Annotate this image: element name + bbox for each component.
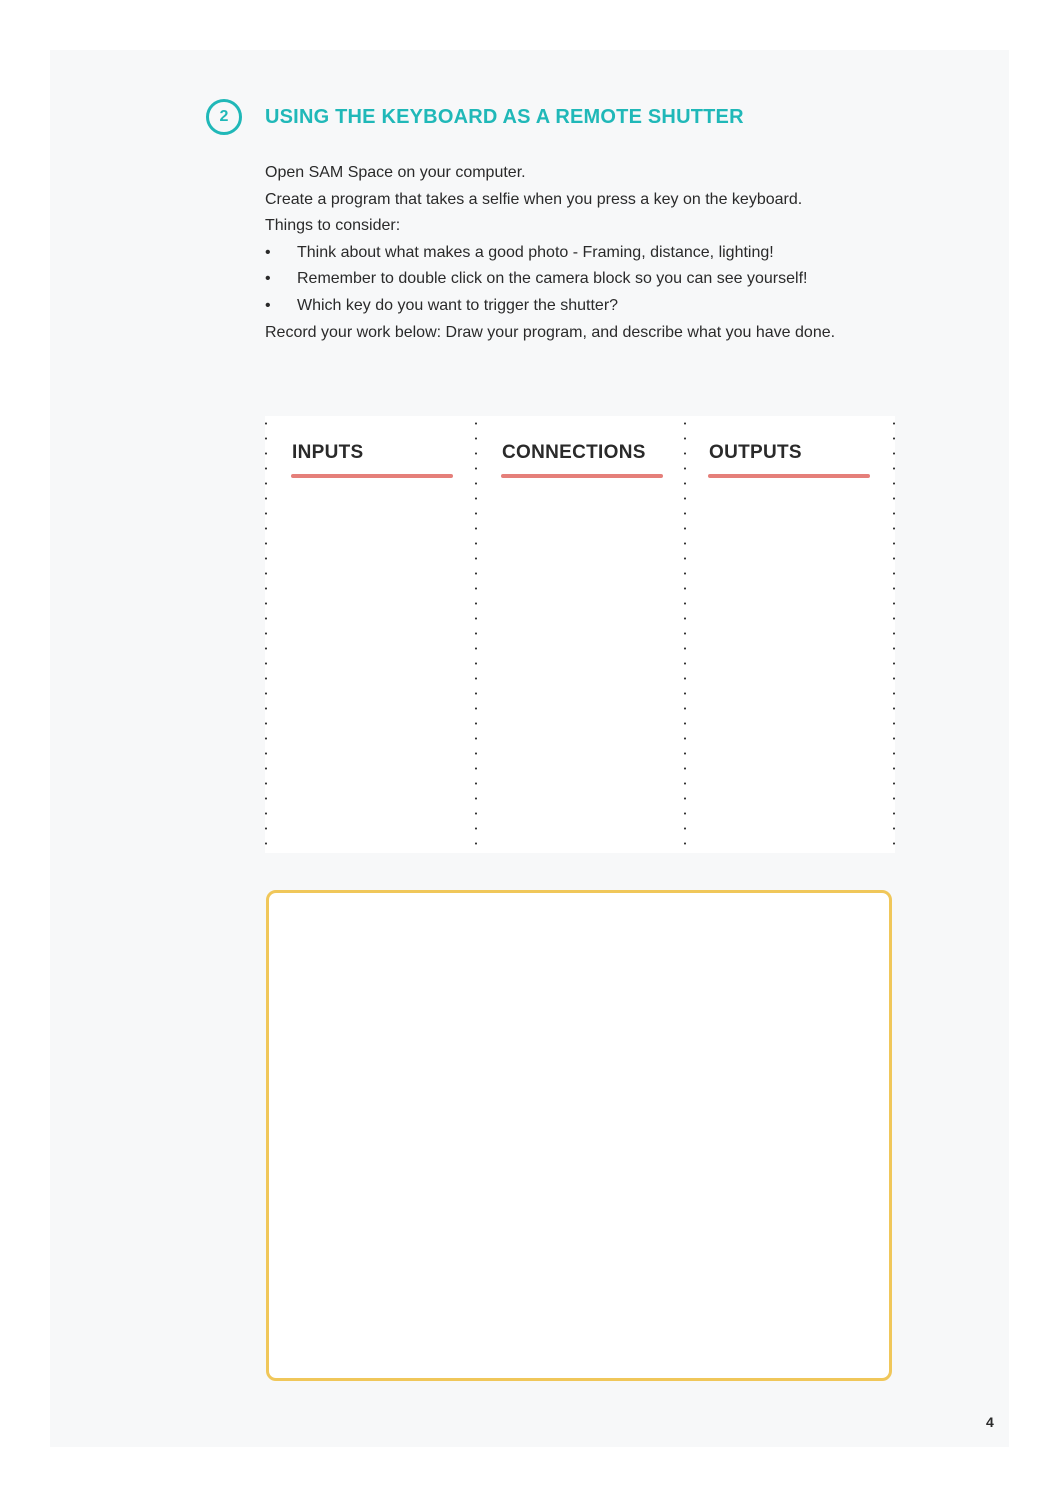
instruction-line-open: Open SAM Space on your computer. — [265, 164, 526, 181]
column-underline-connections — [501, 474, 663, 478]
list-item — [265, 266, 885, 293]
dotted-divider-left — [265, 416, 267, 853]
list-item — [265, 240, 885, 267]
column-heading-connections: CONNECTIONS — [502, 442, 646, 463]
list-item-text: Remember to double click on the camera block so you can see yourself! — [297, 270, 808, 288]
column-underline-outputs — [708, 474, 870, 478]
dotted-divider-1 — [475, 416, 477, 853]
column-heading-outputs: OUTPUTS — [709, 442, 802, 463]
dotted-divider-right — [893, 416, 895, 853]
instructions-text — [265, 160, 885, 346]
page-number: 4 — [986, 1414, 994, 1430]
instruction-line-record: Record your work below: Draw your program, and describe what you have done. — [265, 323, 836, 341]
column-underline-inputs — [291, 474, 453, 478]
list-item — [265, 293, 885, 320]
column-heading-inputs: INPUTS — [292, 442, 364, 463]
instruction-line-create: Create a program that takes a selfie when you press a key on the keyboard. — [265, 190, 803, 208]
list-item-text: Think about what makes a good photo - Framing, distance, lighting! — [297, 243, 774, 261]
consider-list — [265, 240, 885, 320]
instruction-line-consider: Things to consider: — [265, 217, 401, 235]
bullet-icon: • — [265, 243, 271, 261]
step-number-badge: 2 — [206, 99, 242, 135]
columns-worksheet — [265, 416, 895, 853]
record-work-box[interactable] — [266, 890, 892, 1381]
list-item-text: Which key do you want to trigger the shutter? — [297, 296, 619, 314]
section-title: USING THE KEYBOARD AS A REMOTE SHUTTER — [265, 106, 744, 128]
dotted-divider-2 — [684, 416, 686, 853]
bullet-icon: • — [265, 296, 271, 314]
bullet-icon: • — [265, 270, 271, 288]
